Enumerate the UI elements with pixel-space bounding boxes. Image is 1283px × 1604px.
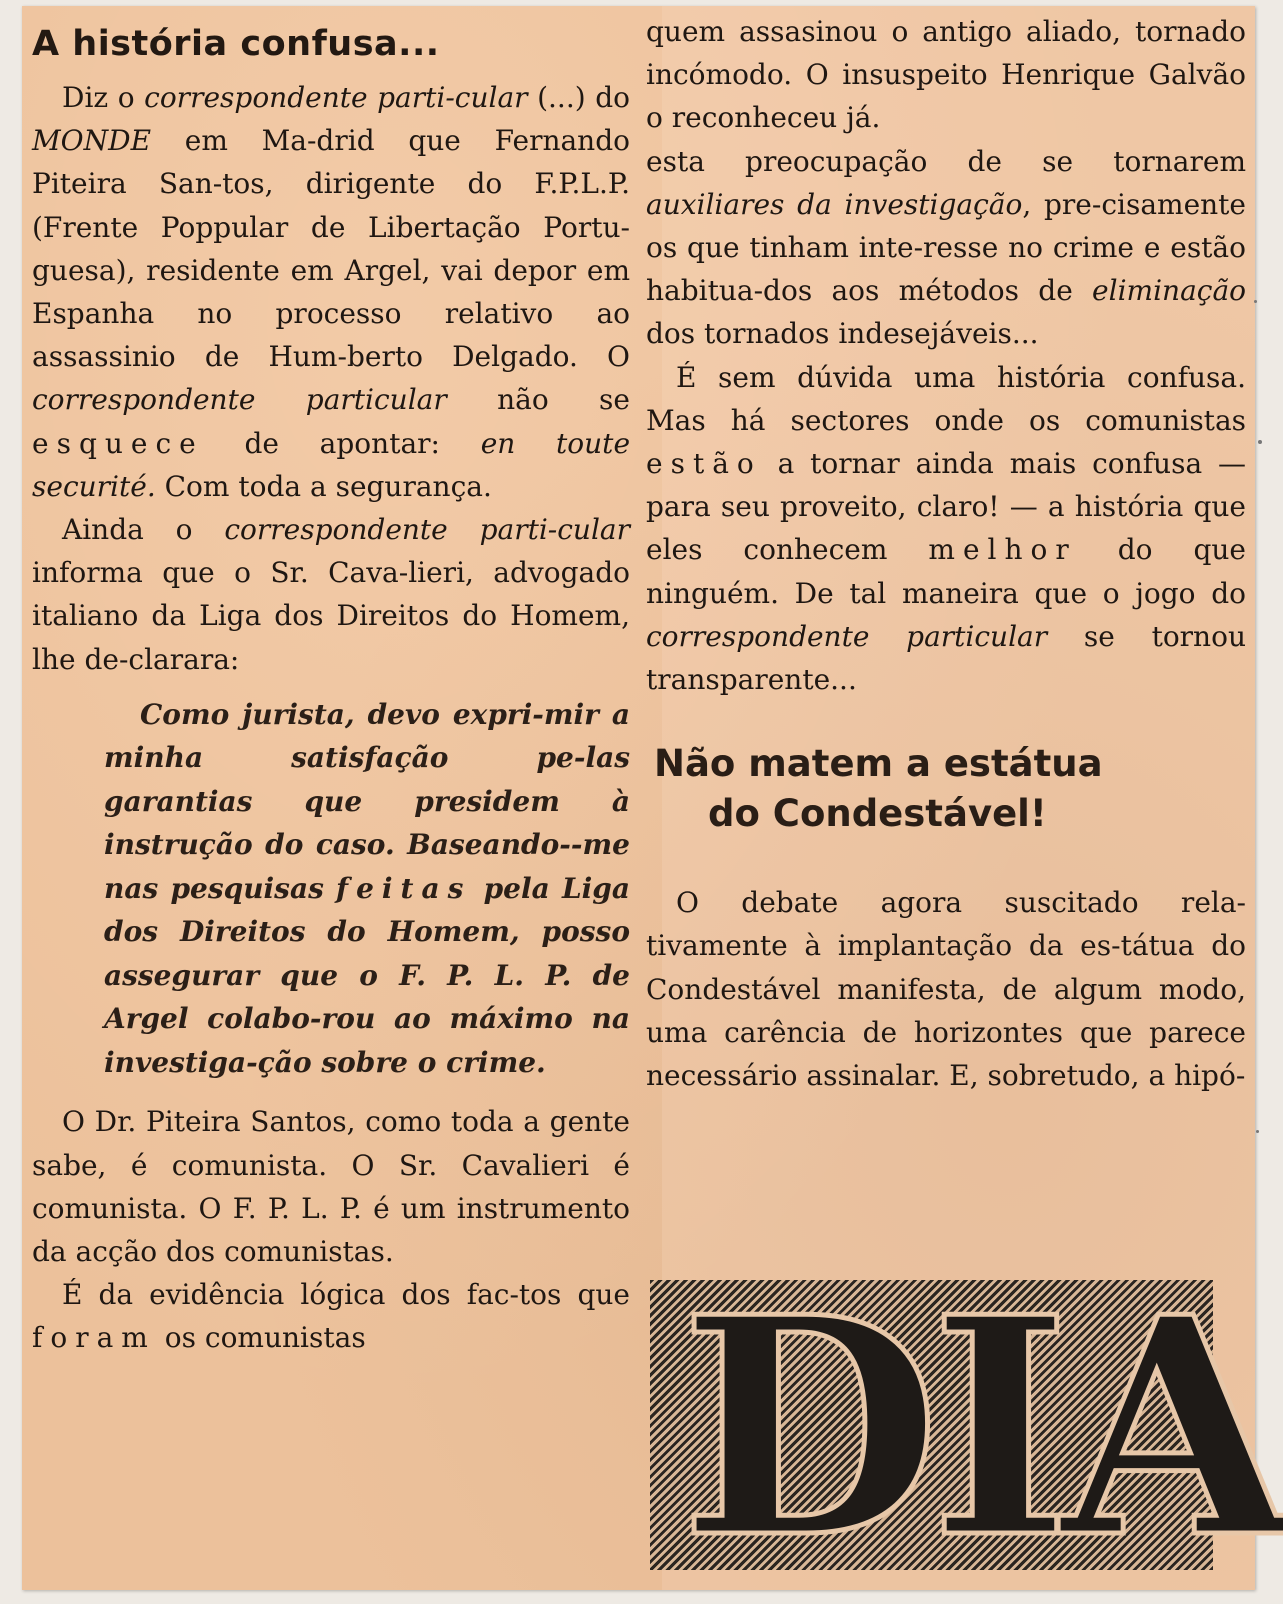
paragraph-2: Ainda o correspondente parti-cular informa que o Sr. Cava-lieri, advogado italiano da Liga dos Direitos do Homem, lhe de-clarara: bbox=[32, 513, 631, 676]
paper-speck bbox=[1256, 1130, 1259, 1133]
paragraph-7: É sem dúvida uma história confusa. Mas há sectores onde os comunistas estão a tornar ainda mais confusa — para seu proveito, claro! — a história que eles conhecem melhor do que ninguém. De tal maneira que o jogo do correspondente particular se tornou transparente... bbox=[646, 360, 1246, 697]
paragraph-4: É da evidência lógica dos fac-tos que foram os comunistas bbox=[32, 1278, 630, 1355]
paper-speck bbox=[1258, 440, 1262, 444]
second-article-paragraph-1: O debate agora suscitado rela-tivamente à implantação da es-tátua do Condestável manifesta, de algum modo, uma carência de horizontes que parece necessário assinalar. E, sobretudo, a hipó- bbox=[646, 886, 1246, 1093]
second-article-title: Não matem a estátua do Condestável! bbox=[654, 742, 1103, 836]
masthead-letters: DIA bbox=[680, 1251, 1283, 1604]
quote-block: Como jurista, devo expri-mir a minha satisfação pe-las garantias que presidem à instrução do caso. Baseando--me nas pesquisas feitas pela Liga dos Direitos do Homem, posso assegurar que o F. P. L. P. de Argel colabo-rou ao máximo na investiga-ção sobre o crime. bbox=[104, 697, 630, 1079]
right-column bbox=[646, 10, 1246, 1097]
paper-speck bbox=[1254, 300, 1257, 303]
left-column bbox=[32, 24, 630, 1360]
article-title: A história confusa... bbox=[32, 24, 440, 64]
paragraph-1: Diz o correspondente parti-cular (...) do MONDE em Ma-drid que Fernando Piteira San-tos, dirigente do F.P.L.P. (Frente Poppular de Libertação Portu-guesa), residente em Argel, vai depor em Espanha no processo relativo ao assassinio de Hum-berto Delgado. O correspondente particular não se esquece de apontar: en toute securité. Com toda a segurança. bbox=[32, 81, 631, 503]
paragraph-5: quem assasinou o antigo aliado, tornado incómodo. O insuspeito Henrique Galvão o reconheceu já. bbox=[646, 15, 1246, 135]
paragraph-3: O Dr. Piteira Santos, como toda a gente sabe, é comunista. O Sr. Cavalieri é comunista. O F. P. L. P. é um instrumento da acção dos comunistas. bbox=[32, 1105, 630, 1268]
masthead-banner bbox=[650, 1251, 1283, 1604]
paragraph-6: esta preocupação de se tornarem auxiliares da investigação, pre-cisamente os que tinham inte-resse no crime e estão habitua-dos aos métodos de eliminação dos tornados indesejáveis... bbox=[646, 144, 1246, 351]
